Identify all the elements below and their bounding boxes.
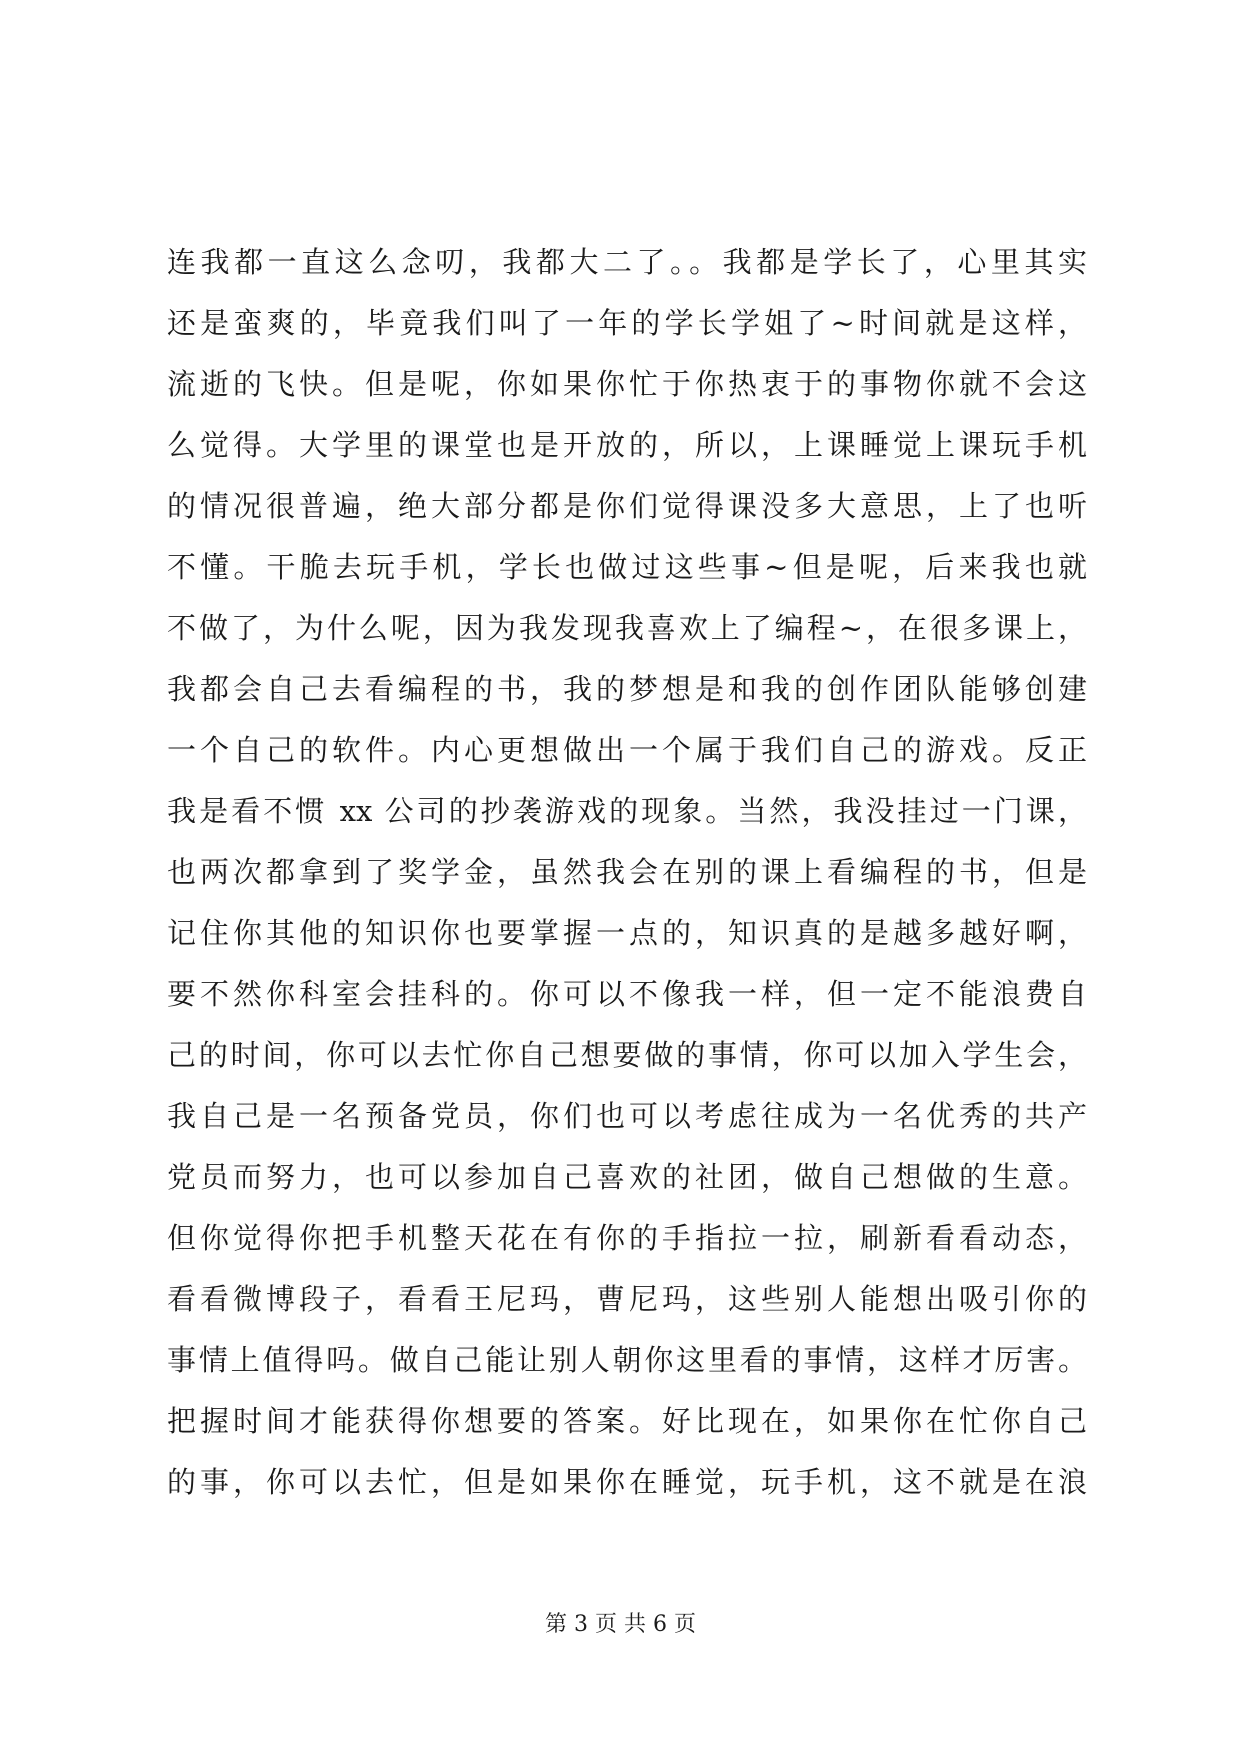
text-line: 的事，你可以去忙，但是如果你在睡觉，玩手机，这不就是在浪 <box>167 1465 1087 1499</box>
text-line: 把握时间才能获得你想要的答案。好比现在，如果你在忙你自己 <box>167 1404 1087 1438</box>
page-number-footer: 第 3 页 共 6 页 <box>545 1612 696 1637</box>
text-line: 我是看不惯 xx 公司的抄袭游戏的现象。当然，我没挂过一门课， <box>167 794 1087 828</box>
text-line: 么觉得。大学里的课堂也是开放的，所以，上课睡觉上课玩手机 <box>167 428 1087 462</box>
text-line: 一个自己的软件。内心更想做出一个属于我们自己的游戏。反正 <box>167 733 1087 767</box>
text-line: 的情况很普遍，绝大部分都是你们觉得课没多大意思，上了也听 <box>167 489 1087 523</box>
text-line: 事情上值得吗。做自己能让别人朝你这里看的事情，这样才厉害。 <box>167 1343 1087 1377</box>
text-line: 我都会自己去看编程的书，我的梦想是和我的创作团队能够创建 <box>167 672 1087 706</box>
text-line: 但你觉得你把手机整天花在有你的手指拉一拉，刷新看看动态， <box>167 1221 1087 1255</box>
text-line: 党员而努力，也可以参加自己喜欢的社团，做自己想做的生意。 <box>167 1160 1087 1194</box>
body-text <box>167 232 1087 1513</box>
text-line: 记住你其他的知识你也要掌握一点的，知识真的是越多越好啊， <box>167 916 1087 950</box>
text-line: 连我都一直这么念叨，我都大二了。。我都是学长了，心里其实 <box>167 245 1087 279</box>
text-line: 要不然你科室会挂科的。你可以不像我一样，但一定不能浪费自 <box>167 977 1087 1011</box>
text-line: 也两次都拿到了奖学金，虽然我会在别的课上看编程的书，但是 <box>167 855 1087 889</box>
text-line: 还是蛮爽的，毕竟我们叫了一年的学长学姐了~时间就是这样， <box>167 306 1087 340</box>
text-line: 不懂。干脆去玩手机，学长也做过这些事~但是呢，后来我也就 <box>167 550 1087 584</box>
text-line: 流逝的飞快。但是呢，你如果你忙于你热衷于的事物你就不会这 <box>167 367 1087 401</box>
text-line: 看看微博段子，看看王尼玛，曹尼玛，这些别人能想出吸引你的 <box>167 1282 1087 1316</box>
text-line: 不做了，为什么呢，因为我发现我喜欢上了编程~，在很多课上， <box>167 611 1087 645</box>
text-line: 我自己是一名预备党员，你们也可以考虑往成为一名优秀的共产 <box>167 1099 1087 1133</box>
text-line: 己的时间，你可以去忙你自己想要做的事情，你可以加入学生会， <box>167 1038 1087 1072</box>
